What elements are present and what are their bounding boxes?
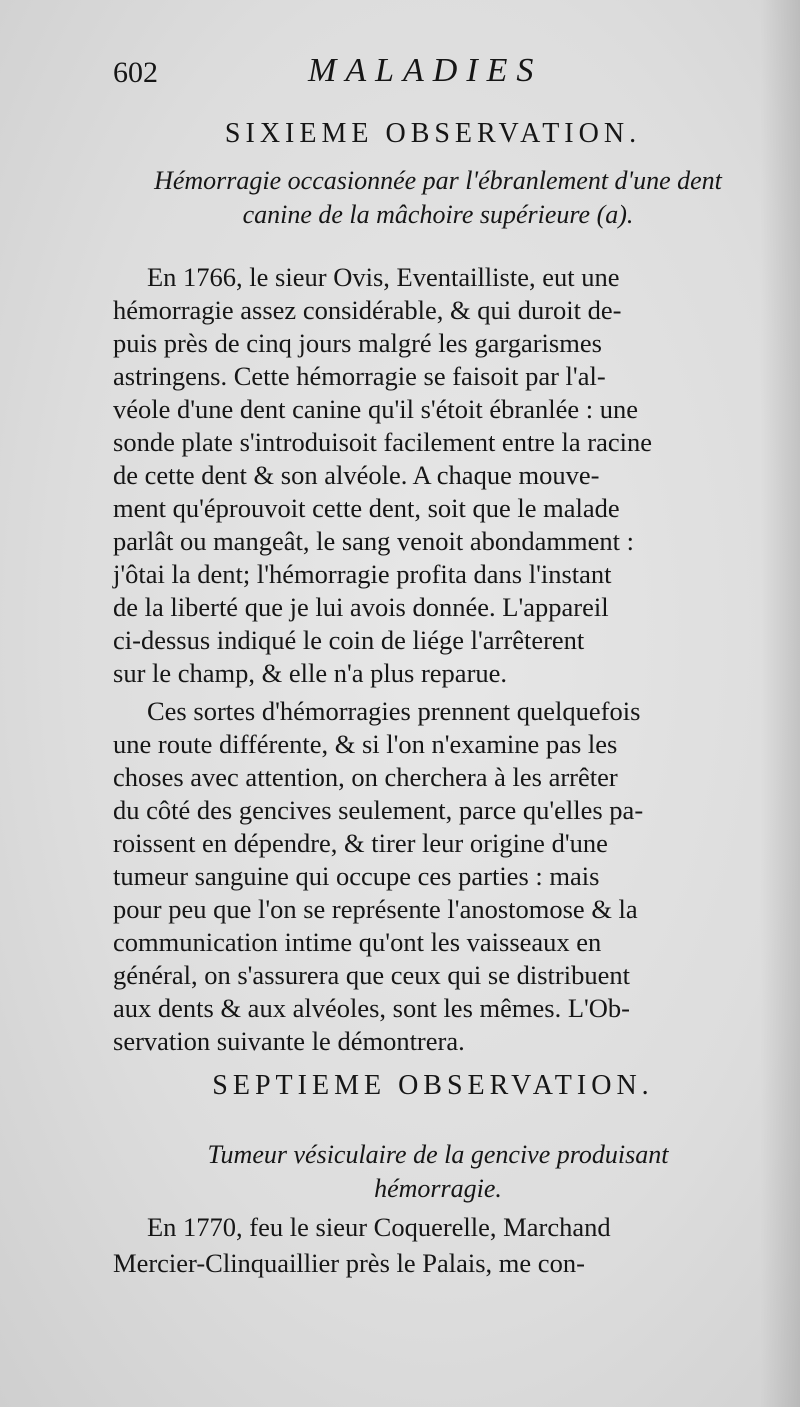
running-head xyxy=(113,52,753,102)
text-line: sur le champ, & elle n'a plus reparue. xyxy=(113,658,508,688)
text-line: de la liberté que je lui avois donnée. L'appareil xyxy=(113,592,609,622)
subtitle-line: canine de la mâchoire supérieure (a). xyxy=(242,200,634,229)
text-line: servation suivante le démontrera. xyxy=(113,1026,465,1056)
text-line: roissent en dépendre, & tirer leur origine d'une xyxy=(113,828,608,858)
text-line: puis près de cinq jours malgré les gargarismes xyxy=(113,328,602,358)
text-line: parlât ou mangeât, le sang venoit abondamment : xyxy=(113,526,635,556)
observation-seven-heading: SEPTIEME OBSERVATION. xyxy=(212,1070,654,1101)
text-line: du côté des gencives seulement, parce qu'elles pa- xyxy=(113,795,644,825)
text-line: ci-dessus indiqué le coin de liége l'arrêterent xyxy=(113,625,585,655)
observation-seven-subtitle xyxy=(113,1138,763,1206)
text-line: aux dents & aux alvéoles, sont les mêmes. L'Ob- xyxy=(113,993,630,1023)
text-line: tumeur sanguine qui occupe ces parties : mais xyxy=(113,861,600,891)
text-line: une route différente, & si l'on n'examine pas les xyxy=(113,729,618,759)
text-line: véole d'une dent canine qu'il s'étoit ébranlée : une xyxy=(113,394,638,424)
running-title: MALADIES xyxy=(308,52,543,89)
text-line: En 1766, le sieur Ovis, Eventailliste, eut une xyxy=(147,262,620,292)
page-edge-shadow xyxy=(760,0,800,1407)
subtitle-line: Tumeur vésiculaire de la gencive produisant xyxy=(207,1140,669,1169)
text-line: hémorragie assez considérable, & qui duroit de- xyxy=(113,295,622,325)
text-line: sonde plate s'introduisoit facilement entre la racine xyxy=(113,427,652,457)
subtitle-line: hémorragie. xyxy=(374,1174,502,1203)
text-line: Ces sortes d'hémorragies prennent quelquefois xyxy=(147,696,641,726)
page-number: 602 xyxy=(113,56,158,89)
observation-six-subtitle xyxy=(113,164,763,232)
text-line: pour peu que l'on se représente l'anostomose & la xyxy=(113,894,638,924)
text-line: de cette dent & son alvéole. A chaque mouve- xyxy=(113,460,600,490)
subtitle-line: Hémorragie occasionnée par l'ébranlement d'une dent xyxy=(154,166,722,195)
observation-six-heading: SIXIEME OBSERVATION. xyxy=(224,118,642,149)
text-line: En 1770, feu le sieur Coquerelle, Marchand xyxy=(147,1212,611,1242)
text-line: Mercier-Clinquaillier près le Palais, me con- xyxy=(113,1248,585,1278)
text-line: général, on s'assurera que ceux qui se distribuent xyxy=(113,960,630,990)
text-line: choses avec attention, on cherchera à les arrêter xyxy=(113,762,618,792)
text-line: communication intime qu'ont les vaisseaux en xyxy=(113,927,602,957)
text-line: j'ôtai la dent; l'hémorragie profita dans l'instant xyxy=(113,559,612,589)
text-line: ment qu'éprouvoit cette dent, soit que le malade xyxy=(113,493,620,523)
text-line: astringens. Cette hémorragie se faisoit par l'al- xyxy=(113,361,606,391)
